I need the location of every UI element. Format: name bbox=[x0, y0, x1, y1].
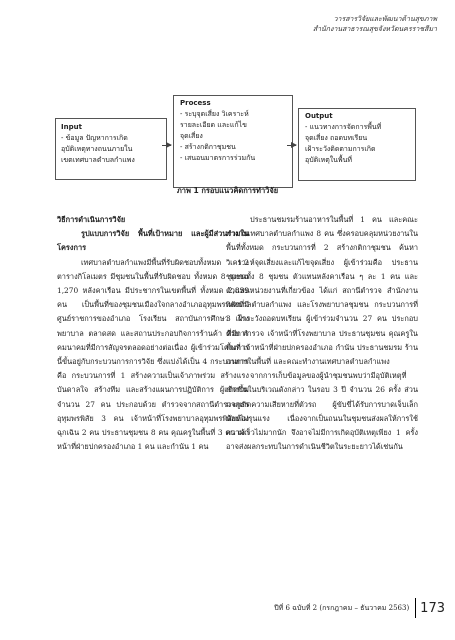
arrow-process-to-output bbox=[287, 145, 296, 146]
page-number: 173 bbox=[420, 600, 445, 616]
process-line: - เสนอนมาตรการร่วมกัน bbox=[180, 154, 256, 162]
input-line: อุบัติเหตุทางถนนภายใน bbox=[61, 145, 133, 153]
output-line: - แนวทางการจัดการพื้นที่ bbox=[305, 123, 382, 131]
process-line: จุดเสี่ยง bbox=[180, 132, 203, 140]
input-box bbox=[55, 118, 167, 180]
input-line: - ข้อมูล ปัญหาการเกิด bbox=[61, 134, 128, 142]
journal-publisher: สำนักงานสาธารณสุขจังหวัดนครราชสีมา bbox=[312, 25, 437, 33]
output-title: Output bbox=[305, 112, 333, 120]
paragraph: เทศบาลตำบลกำแพงมีพื้นที่รับผิดชอบทั้งหมด 1.2 ตารางกิโลเมตร มีชุมชนในพื้นที่รับผิดชอบ ทั้งหมด 8 ชุมชน 1,270 หลังคาเรือน มีประชากรในเขตพื้นที่ ทั้งหมด 2,839 คน เป็นพื้นที่ของชุมชนเมืองใจกลางอำเภออุทุมพรพิสัยที่มีศูนย์ราชการของอำเภอ โรงเรียน สถาบันการศึกษา โรงพยาบาล ตลาดสด และสถานประกอบกิจการร้านค้า ที่มีการคมนาคมที่มีการสัญจรตลอดอย่างต่อเนื่อง ผู้เข้าร่วมโครงการนี้ขั้นอยู่กับกระบวนการการวิจัย ซึ่งแบ่งได้เป็น 4 กระบวนการคือ กระบวนการที่ 1 สร้างความเป็นเจ้าภาพร่วม สร้างแรงบันดาลใจ สร้างทีม และสร้างแผนการปฏิบัติการ ผู้เข้าร่วมจำนวน 27 คน ประกอบด้วย ตำรวจจากสถานีตำรวจภูธรอุทุมพรพิสัย 3 คน เจ้าหน้าที่โรงพยาบาลอุทุมพรพิสัยห้องฉุกเฉิน 2 คน ประธานชุมชน 8 คน คุณครูในพื้นที่ 3 คน เจ้าหน้าที่ฝ่ายปกครองอำเภอ 1 คน และกำนัน 1 คน bbox=[57, 257, 249, 452]
output-box bbox=[298, 108, 416, 181]
section-heading: วิธีการดำเนินการวิจัย bbox=[57, 215, 126, 224]
page-footer bbox=[274, 598, 445, 618]
right-column bbox=[226, 213, 418, 454]
input-title: Input bbox=[61, 123, 82, 131]
process-line: - สร้างกติกาชุมชน bbox=[180, 143, 236, 151]
output-line: จุดเสี่ยง ถอดบทเรียน bbox=[305, 134, 368, 142]
left-column bbox=[57, 213, 249, 454]
paragraph: จากการเก็บข้อมูลของผู้นำชุมชนพบว่ามีอุบัติเหตุที่เกิดขึ้นในบริเวณดังกล่าว ในรอบ 3 ปี จำนวน 26 ครั้ง ส่วนมากเกิดความเสียหายที่ตัวรถ ผู้ขับขี่ได้รับการบาดเจ็บเล็กน้อยไม่รุนแรง เนื่องจากเป็นถนนในชุมชนส่งผลให้การใช้ความเร็วไม่มากนัก จึงอาจไม่มีการเกิดอุบัติเหตุเพียง 1 ครั้ง อาจส่งผลกระทบในการดำเนินชีวิตในระยะยาวได้เช่นกัน bbox=[226, 371, 418, 452]
input-line: เขตเทศบาลตำบลกำแพง bbox=[61, 156, 135, 164]
arrow-input-to-process bbox=[162, 145, 171, 146]
process-line: รายละเอียด และแก้ไข bbox=[180, 121, 247, 129]
process-title: Process bbox=[180, 99, 211, 107]
paragraph: ประธานชมรมร้านอาหารในพื้นที่ 1 คน และคณะทำงานเทศบาลตำบลกำแพง 8 คน ซึ่งครอบคลุมหน่วยงานในพื้นที่ทั้งหมด กระบวนการที่ 2 สร้างกติกาชุมชน ค้นหา วิเคราะห์จุดเสี่ยงและแก้ไขจุดเสี่ยง ผู้เข้าร่วมคือ ประธานชุมชนทั้ง 8 ชุมชน ตัวแทนหลังคาเรือน ๆ ละ 1 คน และตัวแทนหน่วยงานที่เกี่ยวข้อง ได้แก่ สถานีตำรวจ สำนักงานเทศบาลตำบลกำแพง และโรงพยาบาลชุมชน กระบวนการที่ 3 เฝ้าระวังถอดบทเรียน ผู้เข้าร่วมจำนวน 27 คน ประกอบด้วย ตำรวจ เจ้าหน้าที่โรงพยาบาล ประธานชุมชน คุณครูในพื้นที่ เจ้าหน้าที่ฝ่ายปกครองอำเภอ กำนัน ประธานชมรม ร้านอาหารในพื้นที่ และคณะทำงานเทศบาลตำบลกำแพง bbox=[226, 215, 418, 367]
footer-divider bbox=[415, 598, 416, 618]
subsection-heading: รูปแบบการวิจัย พื้นที่เป้าหมาย และผู้มีส่วนร่วมในโครงการ bbox=[57, 229, 249, 253]
process-box bbox=[173, 95, 293, 188]
output-line: อุบัติเหตุในพื้นที่ bbox=[305, 156, 352, 164]
process-line: - ระบุจุดเสี่ยง วิเคราะห์ bbox=[180, 110, 249, 118]
issue-info: ปีที่ 6 ฉบับที่ 2 (กรกฎาคม – ธันวาคม 2563) bbox=[274, 603, 410, 612]
output-line: เฝ้าระวังติดตามการเกิด bbox=[305, 145, 376, 153]
journal-title: วารสารวิจัยและพัฒนาด้านสุขภาพ bbox=[333, 15, 437, 23]
figure-caption: ภาพ 1 กรอบแนวคิดการทำวิจัย bbox=[176, 186, 279, 195]
journal-header bbox=[313, 14, 437, 34]
